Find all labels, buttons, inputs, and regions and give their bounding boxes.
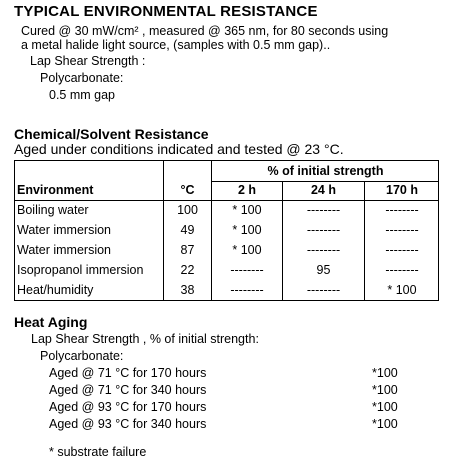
footnote: * substrate failure [49,445,147,459]
cure-conditions-line-2: a metal halide light source, (samples with 0.5 mm gap).. [21,38,331,52]
table-cell-environment: Boiling water [17,203,89,217]
table-cell-environment: Water immersion [17,243,111,257]
chemical-resistance-table [14,160,439,301]
heat-aging-item-value: *100 [372,383,398,397]
table-cell-environment: Water immersion [17,223,111,237]
table-cell-24h: -------- [306,283,341,297]
heat-aging-item-label: Aged @ 71 °C for 340 hours [49,383,207,397]
table-cell-temperature: 87 [180,243,195,257]
table-cell-170h: * 100 [387,283,417,297]
table-cell-environment: Heat/humidity [17,283,94,297]
table-cell-environment: Isopropanol immersion [17,263,144,277]
heat-aging-item-value: *100 [372,366,398,380]
substrate-label: Polycarbonate: [40,71,124,85]
column-header-2h: 2 h [237,183,257,197]
column-header-temperature: °C [180,183,195,197]
table-cell-2h: * 100 [232,243,262,257]
gap-label: 0.5 mm gap [49,88,116,102]
table-cell-170h: -------- [385,263,419,277]
table-cell-170h: -------- [385,223,419,237]
table-cell-2h: * 100 [232,223,262,237]
section-title-environmental-resistance: TYPICAL ENVIRONMENTAL RESISTANCE [14,3,318,20]
table-cell-24h: -------- [306,223,341,237]
table-cell-2h: -------- [230,263,264,277]
heat-aging-item-label: Aged @ 93 °C for 170 hours [49,400,207,414]
heat-aging-item-value: *100 [372,417,398,431]
group-header: % of initial strength [267,164,384,178]
table-cell-170h: -------- [385,243,419,257]
cure-conditions-line-1: Cured @ 30 mW/cm² , measured @ 365 nm, for 80 seconds using [21,24,389,38]
column-header-24h: 24 h [310,183,336,197]
table-cell-temperature: 38 [180,283,195,297]
table-cell-170h: -------- [385,203,419,217]
heat-aging-item-label: Aged @ 93 °C for 340 hours [49,417,207,431]
column-header-170h: 170 h [386,183,418,197]
table-cell-temperature: 49 [180,223,195,237]
heat-aging-lap-shear-label: Lap Shear Strength , % of initial strength: [31,332,259,346]
table-cell-temperature: 100 [177,203,198,217]
table-cell-24h: -------- [306,203,341,217]
table-cell-2h: -------- [230,283,264,297]
section-title-chemical-resistance: Chemical/Solvent Resistance [14,126,209,142]
heat-aging-item-value: *100 [372,400,398,414]
chemical-resistance-subtitle: Aged under conditions indicated and tested @ 23 °C. [14,141,344,157]
table-cell-2h: * 100 [232,203,262,217]
table-cell-temperature: 22 [180,263,195,277]
heat-aging-item-label: Aged @ 71 °C for 170 hours [49,366,207,380]
column-header-environment: Environment [17,183,94,197]
table-divider [15,200,438,201]
table-cell-24h: -------- [306,243,341,257]
section-title-heat-aging: Heat Aging [14,314,88,330]
heat-aging-substrate-label: Polycarbonate: [40,349,124,363]
table-cell-24h: 95 [316,263,331,277]
lap-shear-label: Lap Shear Strength : [30,54,146,68]
